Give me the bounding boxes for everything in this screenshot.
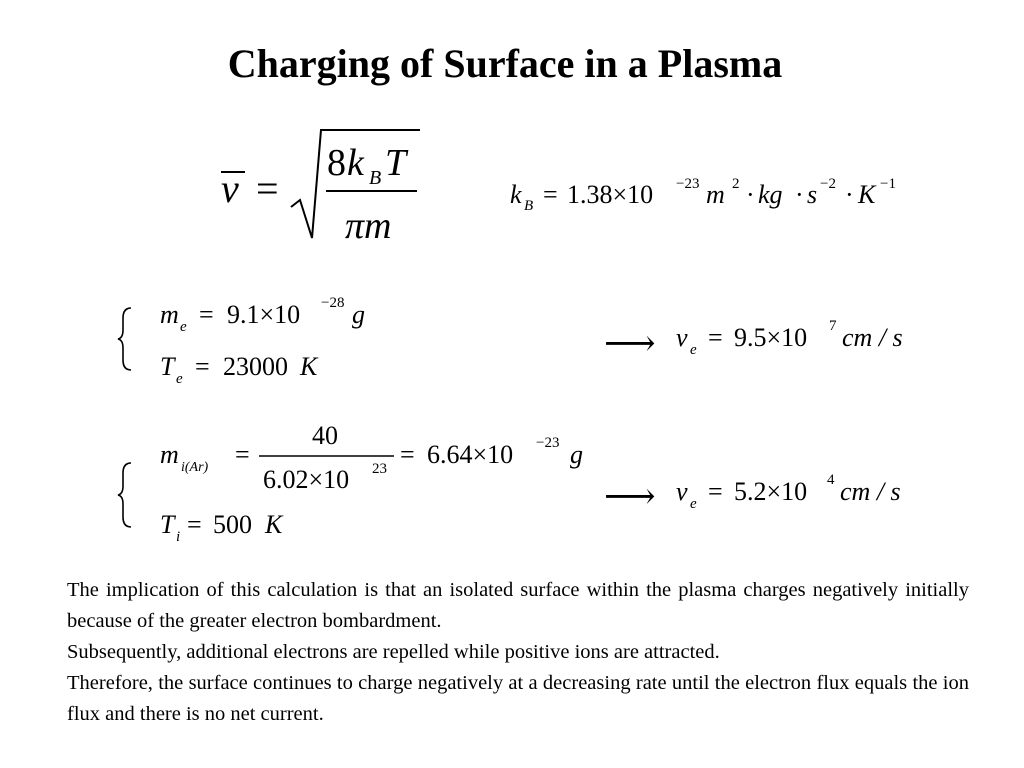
body-paragraph-2: Subsequently, additional electrons are repelled while positive ions are attracted. (67, 641, 720, 663)
unit-dot-1: · (746, 180, 755, 209)
electron-velocity-exponent: 7 (829, 318, 837, 334)
unit-meter-exponent: 2 (732, 176, 740, 192)
ion-temp-subscript: i (176, 529, 181, 545)
electron-arrow: ⟶ (604, 323, 656, 363)
electron-temp-equals: = (195, 352, 210, 381)
ion-mass-equals-2: = (400, 440, 415, 469)
ion-velocity-unit: cm / s (840, 477, 901, 506)
ion-velocity-subscript: e (690, 496, 697, 512)
kb-equals: = (543, 180, 558, 209)
electron-temp-unit: K (300, 352, 318, 381)
ion-temp-value: 500 (213, 510, 252, 539)
numerator-coefficient: 8 (327, 142, 346, 184)
ion-velocity-equals: = (708, 477, 723, 506)
electron-velocity-symbol: v (676, 323, 688, 352)
numerator-boltzmann: k (347, 142, 364, 184)
electron-mass-exponent: −28 (321, 295, 345, 311)
kb-exponent: −23 (676, 176, 700, 192)
unit-kilogram: kg (758, 180, 783, 209)
ion-mass-subscript: i(Ar) (181, 460, 209, 475)
ion-temp-unit: K (265, 510, 283, 539)
numerator-boltzmann-subscript: B (369, 167, 382, 189)
unit-meter: m (706, 180, 725, 209)
electron-mass-subscript: e (180, 319, 187, 335)
ion-mass-mantissa: 6.64×10 (427, 440, 514, 469)
unit-second-exponent: −2 (820, 176, 836, 192)
electron-mass-mantissa: 9.1×10 (227, 300, 301, 329)
electron-mass-equals: = (199, 300, 214, 329)
electron-velocity-equals: = (708, 323, 723, 352)
unit-dot-3: · (845, 180, 854, 209)
electron-velocity-mantissa: 9.5×10 (734, 323, 808, 352)
ion-fraction-numerator: 40 (312, 421, 338, 450)
kb-subscript: B (524, 198, 534, 214)
unit-second: s (807, 180, 818, 209)
ion-mass-exponent: −23 (536, 435, 560, 451)
unit-kelvin: K (858, 180, 876, 209)
ion-fraction-denominator: 6.02×10 (263, 465, 350, 494)
ion-velocity-exponent: 4 (827, 472, 835, 488)
ion-mass-symbol: m (160, 440, 179, 469)
electron-temp-value: 23000 (223, 352, 288, 381)
ion-arrow: ⟶ (604, 476, 656, 516)
ion-temp-equals: = (187, 510, 202, 539)
body-paragraph-1: The implication of this calculation is that an isolated surface within the plasma charges negatively initially because of the greater electron bombardment. (67, 579, 969, 632)
kb-symbol: k (510, 180, 522, 209)
ion-velocity-symbol: v (676, 477, 688, 506)
velocity-symbol: v (221, 166, 239, 211)
ion-mass-equals-1: = (235, 440, 250, 469)
electron-mass-symbol: m (160, 300, 179, 329)
electron-velocity-subscript: e (690, 342, 697, 358)
unit-dot-2: · (795, 180, 804, 209)
ion-temp-symbol: T (160, 510, 175, 539)
left-brace (118, 463, 131, 527)
denominator-pi-m: πm (345, 205, 392, 247)
ion-fraction-denominator-exponent: 23 (372, 461, 387, 477)
slide-title: Charging of Surface in a Plasma (227, 41, 783, 86)
numerator-temperature: T (385, 142, 407, 184)
electron-temp-symbol: T (160, 352, 175, 381)
electron-temp-subscript: e (176, 371, 183, 387)
body-paragraph-3: Therefore, the surface continues to charge negatively at a decreasing rate until the electron flux equals the ion flux and there is no net current. (67, 672, 969, 725)
kb-mantissa: 1.38×10 (567, 180, 654, 209)
electron-velocity-unit: cm / s (842, 323, 903, 352)
electron-mass-unit: g (352, 300, 365, 329)
equals-sign: = (256, 166, 279, 211)
unit-kelvin-exponent: −1 (880, 176, 896, 192)
ion-velocity-mantissa: 5.2×10 (734, 477, 808, 506)
ion-mass-unit: g (570, 440, 583, 469)
